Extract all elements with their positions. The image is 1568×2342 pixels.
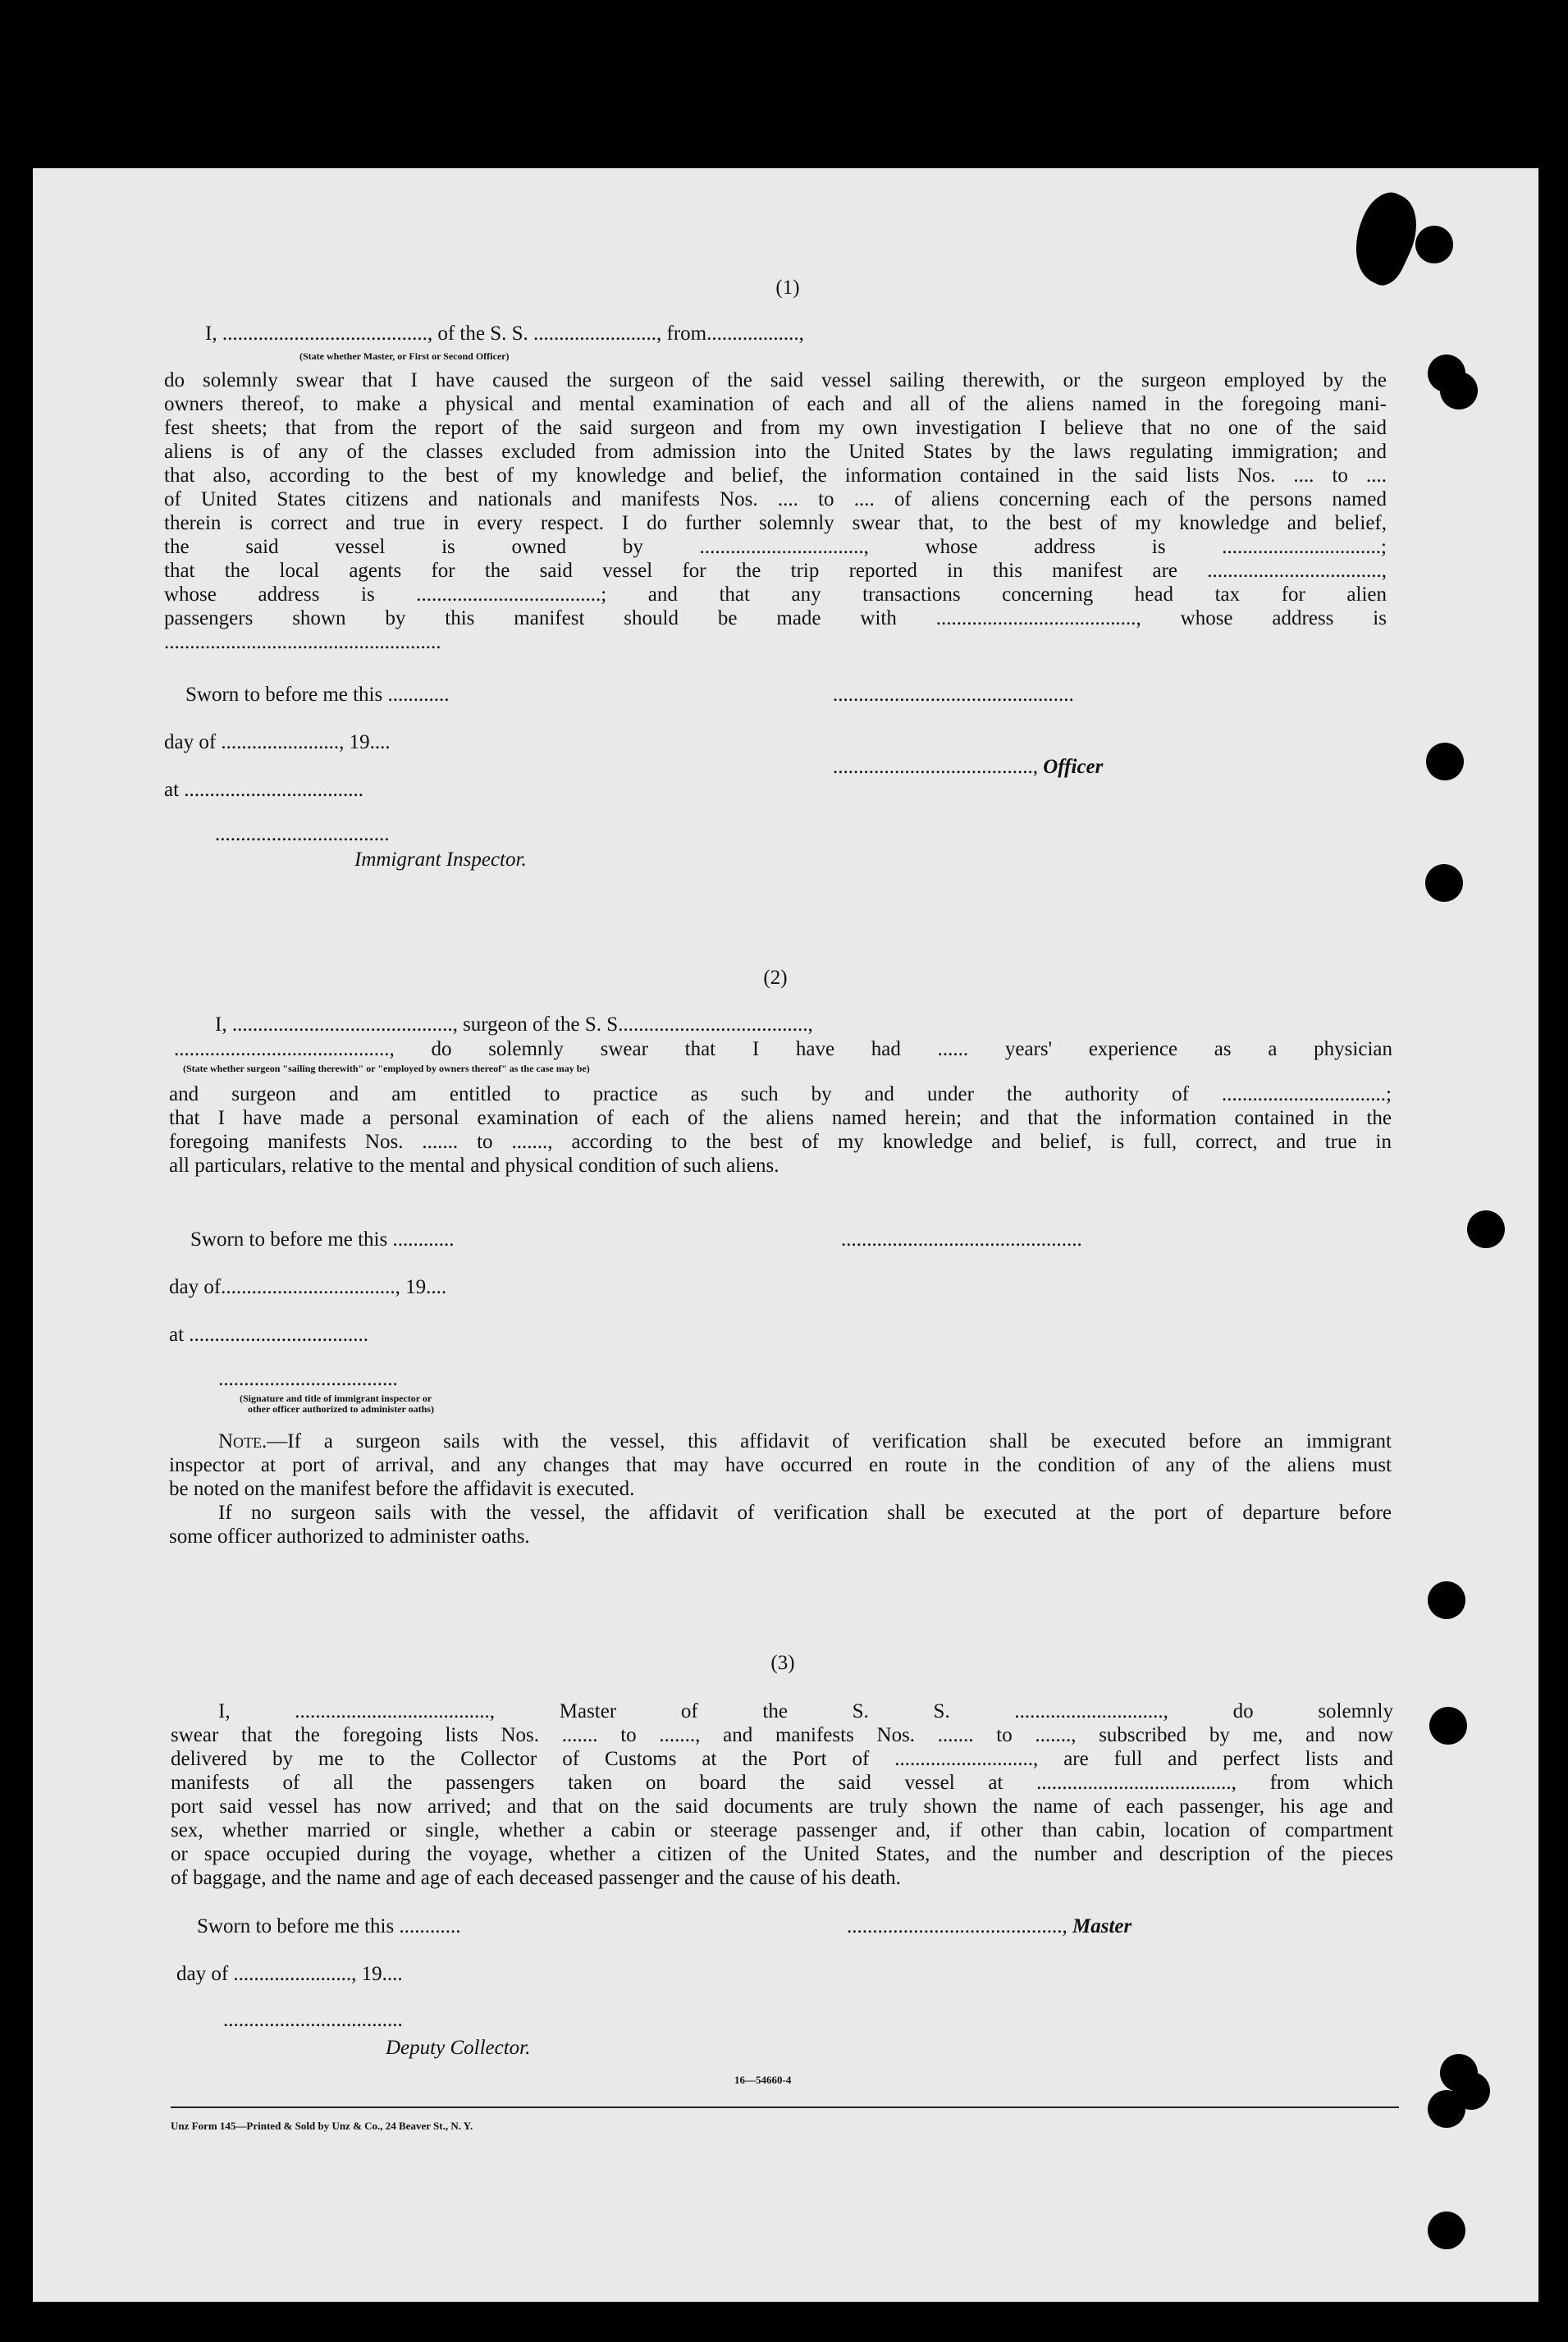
s1-officer-title: Officer: [1043, 756, 1104, 778]
s1-line: passengers shown by this manifest should be made with ......................................., whose address is: [164, 607, 1387, 629]
s1-officer-dots: .......................................,: [833, 756, 1044, 778]
punch-hole: [1428, 1581, 1465, 1619]
s2-note2-last: some officer authorized to administer oaths.: [169, 1526, 530, 1548]
s2-signature-line: ...............................................: [841, 1228, 1082, 1251]
footer-rule: [171, 2106, 1399, 2108]
s1-at-line: at ...................................: [164, 779, 364, 801]
section-2-number: (2): [763, 967, 788, 989]
s1-line: aliens is of any of the classes excluded from admission into the United States by the laws regulating immigration; and: [164, 441, 1387, 463]
s1-line: therein is correct and true in every respect. I do further solemnly swear that, to the best of my knowledge and belief,: [164, 512, 1387, 534]
section-1-number: (1): [775, 277, 800, 299]
s2-opening-line: I, ..........................................., surgeon of the S. S.....................................,: [215, 1013, 813, 1036]
punch-hole: [1429, 1707, 1467, 1745]
s3-line: port said vessel has now arrived; and that on the said documents are truly shown the name of each passenger, his age and: [171, 1795, 1393, 1818]
document-page: [33, 168, 1538, 2302]
s3-master-title: Master: [1072, 1915, 1132, 1937]
punch-hole: [1426, 743, 1464, 780]
s3-oath-paragraph: [171, 1723, 1393, 1890]
s3-line: manifests of all the passengers taken on board the said vessel at ......................................, from which: [171, 1772, 1393, 1794]
s1-line: that also, according to the best of my knowledge and belief, the information contained in the said lists Nos. .... to ....: [164, 464, 1387, 487]
s2-note-last: be noted on the manifest before the affidavit is executed.: [169, 1478, 635, 1500]
s3-opening-line: I, ......................................, Master of the S. S. ............................., do solemnly: [218, 1700, 1393, 1722]
s3-day-line: day of ......................., 19....: [176, 1963, 403, 1985]
s1-day-line: day of ......................., 19....: [164, 731, 391, 753]
s2-line: that I have made a personal examination of each of the aliens named herein; and that the information contained in the: [169, 1107, 1392, 1129]
s2-line: and surgeon and am entitled to practice as such by and under the authority of ................................;: [169, 1083, 1392, 1105]
s3-line: or space occupied during the voyage, whether a citizen of the United States, and the number and description of the pieces: [171, 1843, 1393, 1865]
punch-hole: [1440, 372, 1478, 409]
s2-inspector-caption-b: other officer authorized to administer oaths): [248, 1403, 434, 1415]
section-3-number: (3): [770, 1652, 795, 1674]
s1-signature-line: ...............................................: [833, 684, 1074, 706]
s3-line: sex, whether married or single, whether a cabin or steerage passenger and, if other than cabin, location of compartment: [171, 1819, 1393, 1841]
s2-surgeon-hint: (State whether surgeon "sailing therewith" or "employed by owners thereof" as the case may be): [183, 1063, 590, 1074]
s3-master-dots: ..........................................,: [847, 1915, 1072, 1937]
s1-officer-hint: (State whether Master, or First or Second Officer): [299, 350, 510, 362]
s1-line: do solemnly swear that I have caused the surgeon of the said vessel sailing therewith, or the surgeon employed by the: [164, 369, 1387, 391]
s3-line: delivered by me to the Collector of Customs at the Port of ..........................., are full and perfect lists and: [171, 1748, 1393, 1770]
s1-line: owners thereof, to make a physical and mental examination of each and all of the aliens named in the foregoing mani-: [164, 393, 1387, 415]
s1-last-line: ......................................................: [164, 631, 441, 653]
s3-line: swear that the foregoing lists Nos. ....... to ......., and manifests Nos. ....... to ......., subscribed by me, and now: [171, 1724, 1393, 1746]
s3-sworn-line: Sworn to before me this ............: [197, 1915, 461, 1937]
s1-line: fest sheets; that from the report of the said surgeon and from my own investigation I believe that no one of the said: [164, 417, 1387, 439]
punch-hole: [1428, 2212, 1465, 2249]
s1-line: whose address is ....................................; and that any transactions concerning head tax for alien: [164, 583, 1387, 606]
s2-note-paragraph: [169, 1429, 1392, 1548]
s1-line: of United States citizens and nationals and manifests Nos. .... to .... of aliens concerning each of the persons named: [164, 488, 1387, 510]
s2-inspector-dots: ...................................: [218, 1368, 398, 1390]
s1-officer-line: [833, 756, 1103, 779]
punch-hole: [1415, 226, 1453, 263]
s3-master-line: [847, 1915, 1131, 1938]
s2-sworn-line: Sworn to before me this ............: [190, 1228, 455, 1251]
s1-line: that the local agents for the said vessel for the trip reported in this manifest are ..................................,: [164, 560, 1387, 582]
s2-last-line: all particulars, relative to the mental and physical condition of such aliens.: [169, 1155, 779, 1177]
punch-hole: [1428, 2090, 1465, 2128]
form-code: 16—54660-4: [734, 2074, 792, 2086]
s3-last-line: of baggage, and the name and age of each deceased passenger and the cause of his death.: [171, 1867, 901, 1889]
punch-hole: [1467, 1210, 1505, 1248]
s1-opening-line: I, ........................................, of the S. S. ........................, from..................,: [205, 322, 804, 345]
s3-deputy-dots: ...................................: [223, 2009, 403, 2031]
s2-note-line: inspector at port of arrival, and any changes that may have occurred en route in the condition of any of the aliens must: [169, 1454, 1392, 1476]
s2-note-line: Note.—If a surgeon sails with the vessel, this affidavit of verification shall be executed before an immigrant: [218, 1430, 1392, 1452]
punch-hole: [1425, 864, 1463, 902]
s2-day-line: day of.................................., 19....: [169, 1276, 447, 1298]
s3-deputy-title: Deputy Collector.: [386, 2037, 531, 2059]
s1-line: the said vessel is owned by ................................, whose address is ...............................;: [164, 536, 1387, 558]
s2-second-line: .........................................., do solemnly swear that I have had ...... years' experience as a physician: [174, 1038, 1392, 1060]
s2-note2-line: If no surgeon sails with the vessel, the affidavit of verification shall be executed at the port of departure before: [218, 1502, 1392, 1524]
s2-oath-paragraph: [169, 1082, 1392, 1178]
s2-at-line: at ...................................: [169, 1324, 369, 1346]
s1-inspector-title: Immigrant Inspector.: [354, 849, 527, 871]
s2-line: foregoing manifests Nos. ....... to ......., according to the best of my knowledge and belief, is full, correct, and true in: [169, 1131, 1392, 1153]
s1-sworn-line: Sworn to before me this ............: [185, 684, 450, 706]
s2-inspector-caption-a: (Signature and title of immigrant inspector or: [240, 1393, 432, 1404]
s1-inspector-dots: ..................................: [215, 823, 390, 845]
s1-oath-paragraph: [164, 368, 1387, 654]
printer-footer: Unz Form 145—Printed & Sold by Unz & Co., 24 Beaver St., N. Y.: [171, 2120, 473, 2132]
